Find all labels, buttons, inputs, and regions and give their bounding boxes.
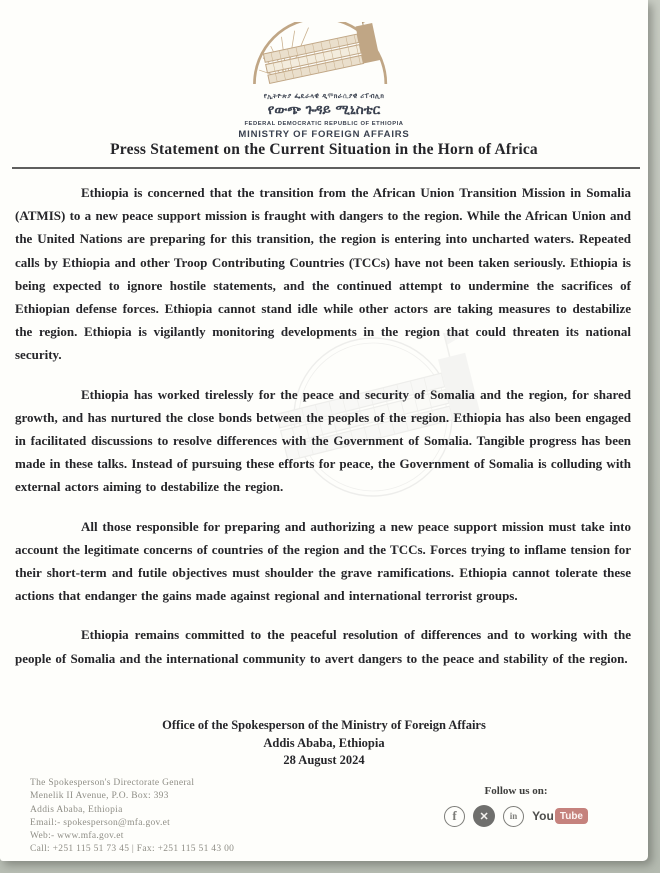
signature-block [0, 717, 648, 770]
paragraph-2: Ethiopia has worked tirelessly for the peace and security of Somalia and the region, for shared growth, and has nurtured the close bonds between the peoples of the region. Ethiopia has also been engaged in facilitated discussions to resolve differences with the Government of Somalia. Tangible progress has been made in these talks. Instead of pursuing these efforts for peace, the Government of Somalia is colluding with external actors aiming to destabilize the region. [15, 386, 631, 495]
linkedin-icon: in [503, 806, 524, 827]
youtube-tube-badge: Tube [555, 808, 588, 824]
title-divider [12, 167, 640, 169]
signature-date: 28 August 2024 [283, 753, 365, 767]
contact-line-address: Menelik II Avenue, P.O. Box: 393 [30, 791, 169, 802]
social-block [444, 777, 588, 827]
social-icons-row [444, 805, 588, 827]
contact-line-email: Email:- spokesperson@mfa.gov.et [30, 817, 171, 828]
ministry-letterhead [0, 22, 648, 140]
contact-line-web: Web:- www.mfa.gov.et [30, 831, 124, 842]
statement-body [15, 181, 631, 686]
paragraph-3: All those responsible for preparing and authorizing a new peace support mission must take into account the legitimate concerns of countries of the region and the TCCs. Forces trying to inflame tension for their short-term and futile objectives must shoulder the grave ramifications. Ethiopia cannot tolerate these actions that endanger the gains made against regional and international terrorist groups. [15, 518, 631, 604]
facebook-icon: f [444, 806, 465, 827]
signature-city: Addis Ababa, Ethiopia [263, 735, 385, 750]
contact-line-city: Addis Ababa, Ethiopia [30, 804, 123, 815]
letterhead-footer [30, 777, 588, 857]
contact-line-phone: Call: +251 115 51 73 45 | Fax: +251 115 51 43 00 [30, 844, 235, 855]
document-title: Press Statement on the Current Situation in the Horn of Africa [110, 141, 538, 158]
contact-block [30, 777, 234, 857]
ministry-building-logo-icon [239, 22, 409, 88]
x-twitter-icon: ✕ [473, 805, 495, 827]
logo-english-title: MINISTRY OF FOREIGN AFFAIRS [238, 129, 410, 140]
logo-amharic-title: የውጭ ጉዳይ ሚኒስቴር [267, 102, 381, 118]
paragraph-1: Ethiopia is concerned that the transition from the African Union Transition Mission in Somalia (ATMIS) to a new peace support mission is fraught with dangers to the region. While the African Union and the United Nations are preparing for this transition, the region is entering into uncharted waters. Repeated calls by Ethiopia and other Troop Contributing Countries (TCCs) have not been taken seriously. Ethiopia is being expected to ignore hostile statements, and the continued attempt to undermine the sacrifices of Ethiopian defense forces. Ethiopia cannot stand idle while other actors are taking measures to destabilize the region. Ethiopia is vigilantly monitoring developments in the region that could threaten its national security. [15, 185, 631, 363]
follow-us-label: Follow us on: [484, 785, 548, 797]
youtube-icon [532, 808, 588, 824]
signature-office: Office of the Spokesperson of the Ministry of Foreign Affairs [162, 718, 486, 732]
paragraph-4: Ethiopia remains committed to the peaceful resolution of differences and to working with the people of Somalia and the international community to avert dangers to the peace and stability of the region. [15, 627, 631, 666]
logo-amharic-subtitle: የኢትዮጵያ ፌዴራላዊ ዲሞክራሲያዊ ሪፐብሊክ [263, 92, 385, 100]
contact-line-directorate: The Spokesperson's Directorate General [30, 778, 195, 788]
logo-english-subtitle: FEDERAL DEMOCRATIC REPUBLIC OF ETHIOPIA [244, 121, 404, 127]
youtube-you-text: You [532, 809, 554, 823]
